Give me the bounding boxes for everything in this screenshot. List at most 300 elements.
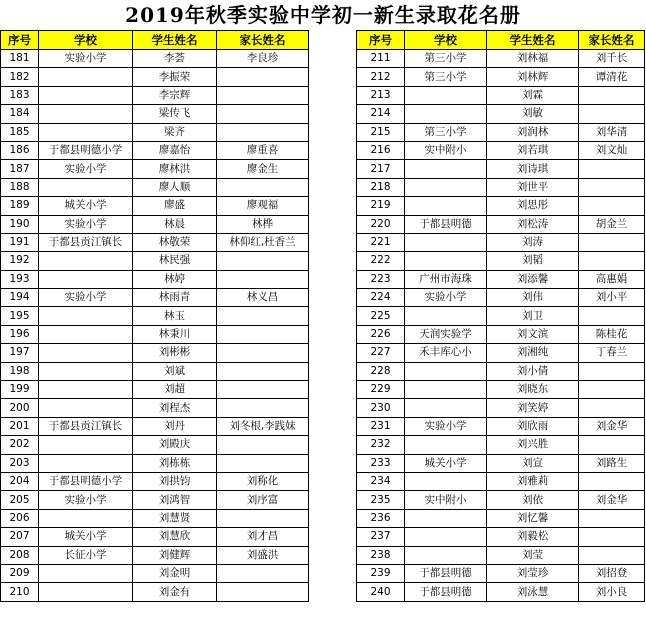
parent-name-cell [217, 86, 309, 104]
parent-name-cell: 陈桂花 [579, 325, 645, 343]
student-name-cell: 刘金明 [133, 564, 217, 582]
table-row [1, 270, 309, 288]
school-cell: 实验小学 [39, 289, 133, 307]
seq-cell: 238 [357, 546, 405, 564]
student-name-cell: 刘湘纯 [487, 344, 579, 362]
table-row [1, 344, 309, 362]
school-cell [39, 436, 133, 454]
school-cell [39, 583, 133, 601]
student-name-cell: 刘松涛 [487, 215, 579, 233]
seq-cell: 190 [1, 215, 39, 233]
table-row [1, 325, 309, 343]
seq-cell: 182 [1, 68, 39, 86]
table-row [357, 362, 645, 380]
parent-name-cell: 李良珍 [217, 50, 309, 68]
table-row [357, 344, 645, 362]
parent-name-cell: 刘路生 [579, 454, 645, 472]
header-parent-name: 家长姓名 [579, 31, 645, 50]
parent-name-cell [579, 86, 645, 104]
table-row [357, 270, 645, 288]
school-cell [39, 252, 133, 270]
seq-cell: 206 [1, 509, 39, 527]
seq-cell: 216 [357, 141, 405, 159]
student-name-cell: 刘林辉 [487, 68, 579, 86]
table-row [357, 197, 645, 215]
parent-name-cell [217, 105, 309, 123]
school-cell: 实验小学 [39, 160, 133, 178]
school-cell [39, 68, 133, 86]
parent-name-cell: 高惠娟 [579, 270, 645, 288]
table-row [1, 472, 309, 490]
student-name-cell: 林雨青 [133, 289, 217, 307]
parent-name-cell [579, 509, 645, 527]
table-row [1, 491, 309, 509]
student-name-cell: 李宗辉 [133, 86, 217, 104]
student-name-cell: 刘欣雨 [487, 417, 579, 435]
seq-cell: 181 [1, 50, 39, 68]
parent-name-cell: 林桦 [217, 215, 309, 233]
school-cell: 于都县明德 [405, 583, 487, 601]
seq-cell: 234 [357, 472, 405, 490]
seq-cell: 224 [357, 289, 405, 307]
enrollment-table-left [0, 30, 309, 602]
parent-name-cell [579, 472, 645, 490]
school-cell: 于都县明德 [405, 215, 487, 233]
table-row [1, 197, 309, 215]
seq-cell: 212 [357, 68, 405, 86]
school-cell [39, 399, 133, 417]
seq-cell: 221 [357, 233, 405, 251]
table-row [357, 252, 645, 270]
school-cell: 长征小学 [39, 546, 133, 564]
table-row [1, 160, 309, 178]
table-row [1, 564, 309, 582]
student-name-cell: 刘彬彬 [133, 344, 217, 362]
seq-cell: 236 [357, 509, 405, 527]
seq-cell: 215 [357, 123, 405, 141]
school-cell [405, 178, 487, 196]
school-cell [39, 86, 133, 104]
table-row [357, 436, 645, 454]
school-cell: 天润实验学 [405, 325, 487, 343]
school-cell: 实验小学 [405, 289, 487, 307]
table-row [1, 546, 309, 564]
parent-name-cell [217, 454, 309, 472]
parent-name-cell: 刘小良 [579, 583, 645, 601]
seq-cell: 223 [357, 270, 405, 288]
seq-cell: 230 [357, 399, 405, 417]
header-row [1, 31, 309, 50]
seq-cell: 209 [1, 564, 39, 582]
student-name-cell: 刘世平 [487, 178, 579, 196]
header-school: 学校 [405, 31, 487, 50]
table-row [357, 528, 645, 546]
parent-name-cell [579, 381, 645, 399]
student-name-cell: 李振荣 [133, 68, 217, 86]
school-cell [405, 362, 487, 380]
table-row [1, 141, 309, 159]
parent-name-cell [579, 528, 645, 546]
parent-name-cell: 胡金兰 [579, 215, 645, 233]
school-cell [405, 233, 487, 251]
student-name-cell: 刘林福 [487, 50, 579, 68]
seq-cell: 218 [357, 178, 405, 196]
seq-cell: 217 [357, 160, 405, 178]
student-name-cell: 李荟 [133, 50, 217, 68]
seq-cell: 232 [357, 436, 405, 454]
seq-cell: 220 [357, 215, 405, 233]
student-name-cell: 刘健辉 [133, 546, 217, 564]
student-name-cell: 刘殿庆 [133, 436, 217, 454]
seq-cell: 202 [1, 436, 39, 454]
school-cell [39, 381, 133, 399]
table-row [1, 509, 309, 527]
student-name-cell: 刘超 [133, 381, 217, 399]
parent-name-cell: 刘文灿 [579, 141, 645, 159]
student-name-cell: 刘泳慧 [487, 583, 579, 601]
student-name-cell: 刘晓东 [487, 381, 579, 399]
seq-cell: 185 [1, 123, 39, 141]
table-row [1, 215, 309, 233]
seq-cell: 184 [1, 105, 39, 123]
parent-name-cell [579, 546, 645, 564]
student-name-cell: 林敬荣 [133, 233, 217, 251]
seq-cell: 225 [357, 307, 405, 325]
parent-name-cell [217, 399, 309, 417]
parent-name-cell [579, 252, 645, 270]
parent-name-cell [579, 307, 645, 325]
student-name-cell: 刘金有 [133, 583, 217, 601]
school-cell [39, 325, 133, 343]
table-row [357, 123, 645, 141]
student-name-cell: 刘莹 [487, 546, 579, 564]
school-cell [39, 344, 133, 362]
seq-cell: 198 [1, 362, 39, 380]
parent-name-cell: 谭清花 [579, 68, 645, 86]
seq-cell: 228 [357, 362, 405, 380]
school-cell [405, 399, 487, 417]
school-cell: 广州市海珠 [405, 270, 487, 288]
school-cell: 于都县明德小学 [39, 472, 133, 490]
seq-cell: 213 [357, 86, 405, 104]
seq-cell: 208 [1, 546, 39, 564]
table-row [357, 307, 645, 325]
seq-cell: 210 [1, 583, 39, 601]
school-cell [39, 509, 133, 527]
table-row [357, 68, 645, 86]
table-row [357, 160, 645, 178]
table-row [357, 215, 645, 233]
student-name-cell: 林晨 [133, 215, 217, 233]
school-cell: 城关小学 [39, 528, 133, 546]
table-row [1, 123, 309, 141]
school-cell [39, 307, 133, 325]
student-name-cell: 刘添馨 [487, 270, 579, 288]
school-cell: 于都县明德 [405, 564, 487, 582]
seq-cell: 186 [1, 141, 39, 159]
parent-name-cell [579, 233, 645, 251]
table-row [357, 454, 645, 472]
school-cell [405, 472, 487, 490]
page-title: 2019年秋季实验中学初一新生录取花名册 [125, 3, 521, 27]
school-cell [405, 105, 487, 123]
seq-cell: 188 [1, 178, 39, 196]
school-cell [405, 509, 487, 527]
student-name-cell: 刘诗琪 [487, 160, 579, 178]
seq-cell: 235 [357, 491, 405, 509]
school-cell [39, 564, 133, 582]
header-seq: 序号 [357, 31, 405, 50]
table-row [357, 546, 645, 564]
parent-name-cell [217, 325, 309, 343]
school-cell: 城关小学 [405, 454, 487, 472]
school-cell: 禾丰库心小 [405, 344, 487, 362]
seq-cell: 183 [1, 86, 39, 104]
student-name-cell: 刘栋栋 [133, 454, 217, 472]
school-cell [39, 123, 133, 141]
seq-cell: 211 [357, 50, 405, 68]
table-row [357, 564, 645, 582]
seq-cell: 203 [1, 454, 39, 472]
table-row [357, 472, 645, 490]
parent-name-cell [579, 105, 645, 123]
parent-name-cell [217, 583, 309, 601]
school-cell: 实验小学 [405, 417, 487, 435]
seq-cell: 191 [1, 233, 39, 251]
seq-cell: 197 [1, 344, 39, 362]
parent-name-cell [217, 381, 309, 399]
school-cell [405, 528, 487, 546]
student-name-cell: 刘斌 [133, 362, 217, 380]
table-row [357, 381, 645, 399]
school-cell: 实中附小 [405, 141, 487, 159]
enrollment-table-right [356, 30, 645, 602]
student-name-cell: 刘小倩 [487, 362, 579, 380]
parent-name-cell: 刘序富 [217, 491, 309, 509]
header-student-name: 学生姓名 [487, 31, 579, 50]
school-cell: 实验小学 [39, 215, 133, 233]
school-cell: 第三小学 [405, 50, 487, 68]
student-name-cell: 刘敏 [487, 105, 579, 123]
school-cell [405, 546, 487, 564]
table-row [1, 436, 309, 454]
school-cell [405, 160, 487, 178]
table-row [357, 491, 645, 509]
student-name-cell: 刘丹 [133, 417, 217, 435]
seq-cell: 193 [1, 270, 39, 288]
school-cell [405, 381, 487, 399]
student-name-cell: 刘若琪 [487, 141, 579, 159]
student-name-cell: 刘忆馨 [487, 509, 579, 527]
seq-cell: 233 [357, 454, 405, 472]
table-row [1, 528, 309, 546]
table-row [357, 325, 645, 343]
seq-cell: 194 [1, 289, 39, 307]
seq-cell: 196 [1, 325, 39, 343]
student-name-cell: 刘文滨 [487, 325, 579, 343]
parent-name-cell [217, 307, 309, 325]
table-row [1, 252, 309, 270]
parent-name-cell: 刘称化 [217, 472, 309, 490]
table-row [1, 583, 309, 601]
student-name-cell: 刘伟 [487, 289, 579, 307]
school-cell [405, 86, 487, 104]
table-row [1, 454, 309, 472]
student-name-cell: 刘慧欣 [133, 528, 217, 546]
table-row [357, 399, 645, 417]
seq-cell: 229 [357, 381, 405, 399]
table-row [1, 307, 309, 325]
header-student-name: 学生姓名 [133, 31, 217, 50]
seq-cell: 219 [357, 197, 405, 215]
student-name-cell: 林玉 [133, 307, 217, 325]
seq-cell: 200 [1, 399, 39, 417]
seq-cell: 240 [357, 583, 405, 601]
table-row [357, 583, 645, 601]
parent-name-cell [579, 399, 645, 417]
parent-name-cell [217, 564, 309, 582]
seq-cell: 239 [357, 564, 405, 582]
table-row [1, 399, 309, 417]
table-row [357, 233, 645, 251]
student-name-cell: 刘宣 [487, 454, 579, 472]
table-row [1, 417, 309, 435]
table-row [1, 362, 309, 380]
table-row [1, 105, 309, 123]
school-cell: 于都县明德小学 [39, 141, 133, 159]
seq-cell: 222 [357, 252, 405, 270]
school-cell [39, 454, 133, 472]
seq-cell: 226 [357, 325, 405, 343]
parent-name-cell [217, 123, 309, 141]
parent-name-cell [217, 178, 309, 196]
school-cell [39, 270, 133, 288]
school-cell [39, 178, 133, 196]
header-parent-name: 家长姓名 [217, 31, 309, 50]
student-name-cell: 刘依 [487, 491, 579, 509]
table-row [357, 289, 645, 307]
student-name-cell: 刘思彤 [487, 197, 579, 215]
school-cell: 于都县贡江镇长 [39, 233, 133, 251]
student-name-cell: 刘涛 [487, 233, 579, 251]
student-name-cell: 刘兴胜 [487, 436, 579, 454]
parent-name-cell [579, 362, 645, 380]
student-name-cell: 刘鸿智 [133, 491, 217, 509]
seq-cell: 227 [357, 344, 405, 362]
table-row [357, 86, 645, 104]
parent-name-cell: 刘招登 [579, 564, 645, 582]
student-name-cell: 梁齐 [133, 123, 217, 141]
parent-name-cell: 廖重喜 [217, 141, 309, 159]
student-name-cell: 刘卫 [487, 307, 579, 325]
table-row [1, 381, 309, 399]
school-cell: 实验小学 [39, 491, 133, 509]
parent-name-cell: 林义昌 [217, 289, 309, 307]
parent-name-cell [579, 436, 645, 454]
student-name-cell: 刘慧贤 [133, 509, 217, 527]
student-name-cell: 刘笑婷 [487, 399, 579, 417]
table-row [357, 50, 645, 68]
school-cell [405, 307, 487, 325]
table-row [1, 86, 309, 104]
student-name-cell: 刘毅松 [487, 528, 579, 546]
parent-name-cell [217, 270, 309, 288]
school-cell: 实中附小 [405, 491, 487, 509]
parent-name-cell [217, 436, 309, 454]
parent-name-cell: 刘盛洪 [217, 546, 309, 564]
parent-name-cell: 刘千长 [579, 50, 645, 68]
header-school: 学校 [39, 31, 133, 50]
parent-name-cell [217, 68, 309, 86]
seq-cell: 231 [357, 417, 405, 435]
parent-name-cell: 丁春兰 [579, 344, 645, 362]
seq-cell: 189 [1, 197, 39, 215]
table-row [357, 178, 645, 196]
parent-name-cell: 刘冬根,李践妹 [217, 417, 309, 435]
student-name-cell: 廖盛 [133, 197, 217, 215]
school-cell [39, 105, 133, 123]
parent-name-cell [217, 252, 309, 270]
seq-cell: 207 [1, 528, 39, 546]
parent-name-cell: 刘金华 [579, 491, 645, 509]
student-name-cell: 刘韬 [487, 252, 579, 270]
header-row [357, 31, 645, 50]
parent-name-cell: 刘才昌 [217, 528, 309, 546]
header-seq: 序号 [1, 31, 39, 50]
school-cell [405, 436, 487, 454]
seq-cell: 214 [357, 105, 405, 123]
school-cell: 第三小学 [405, 123, 487, 141]
student-name-cell: 林秉川 [133, 325, 217, 343]
school-cell: 实验小学 [39, 50, 133, 68]
parent-name-cell: 刘金华 [579, 417, 645, 435]
seq-cell: 195 [1, 307, 39, 325]
parent-name-cell: 刘小平 [579, 289, 645, 307]
student-name-cell: 梁传飞 [133, 105, 217, 123]
school-cell: 第三小学 [405, 68, 487, 86]
student-name-cell: 廖嘉怡 [133, 141, 217, 159]
table-row [357, 141, 645, 159]
student-name-cell: 刘程杰 [133, 399, 217, 417]
table-row [357, 105, 645, 123]
seq-cell: 199 [1, 381, 39, 399]
parent-name-cell: 廖观福 [217, 197, 309, 215]
student-name-cell: 刘拱钧 [133, 472, 217, 490]
student-name-cell: 刘雅莉 [487, 472, 579, 490]
seq-cell: 201 [1, 417, 39, 435]
seq-cell: 187 [1, 160, 39, 178]
seq-cell: 205 [1, 491, 39, 509]
table-row [1, 178, 309, 196]
table-row [357, 417, 645, 435]
table-row [1, 233, 309, 251]
parent-name-cell [217, 509, 309, 527]
parent-name-cell [579, 160, 645, 178]
table-row [357, 509, 645, 527]
parent-name-cell [217, 344, 309, 362]
parent-name-cell: 林仰红,杜香兰 [217, 233, 309, 251]
parent-name-cell: 廖金生 [217, 160, 309, 178]
table-row [1, 50, 309, 68]
student-name-cell: 廖人顺 [133, 178, 217, 196]
school-cell: 城关小学 [39, 197, 133, 215]
parent-name-cell: 刘华清 [579, 123, 645, 141]
student-name-cell: 刘润林 [487, 123, 579, 141]
school-cell [39, 362, 133, 380]
school-cell: 于都县贡江镇长 [39, 417, 133, 435]
table-row [1, 68, 309, 86]
student-name-cell: 廖林洪 [133, 160, 217, 178]
